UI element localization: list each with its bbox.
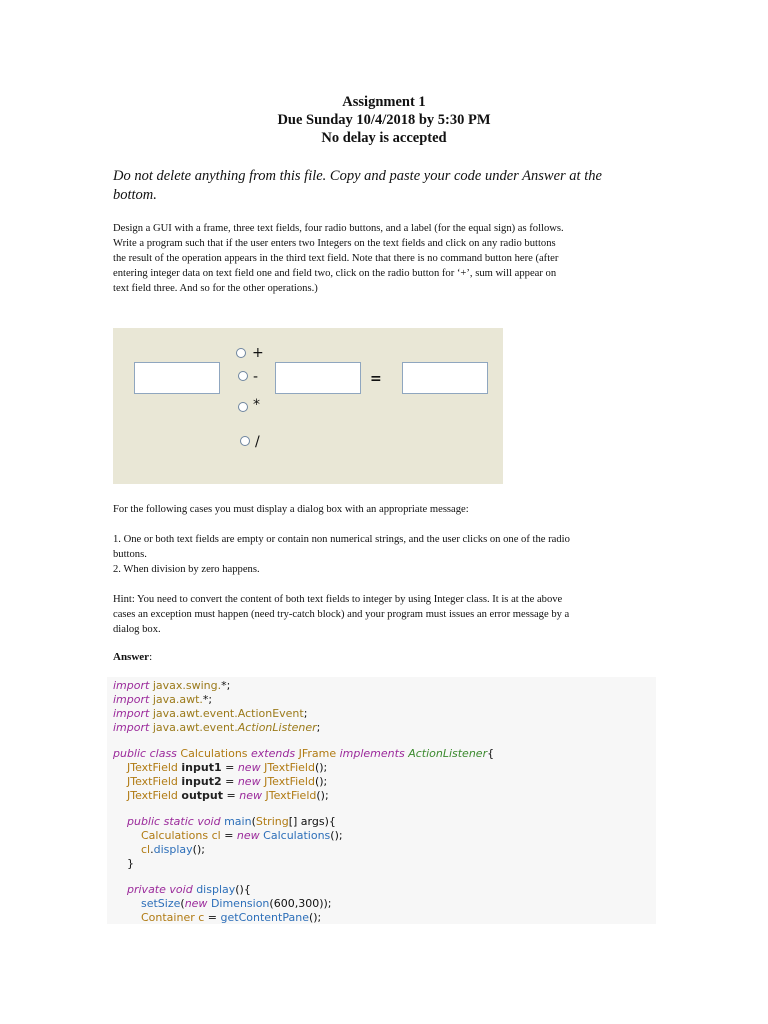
equals-label: =: [370, 371, 382, 387]
code-line: Calculations cl = new Calculations();: [140, 829, 343, 842]
answer-heading: [113, 651, 152, 663]
case-line: 1. One or both text fields are empty or contain non numerical strings, and the user clicks on one of the radio: [113, 534, 570, 545]
cases-intro: [113, 502, 658, 517]
code-line: JTextField input1 = new JTextField();: [127, 761, 328, 774]
intro-instruction: Do not delete anything from this file. Copy and paste your code under Answer at the bottom.: [113, 168, 602, 203]
case-line: 2. When division by zero happens.: [113, 564, 260, 575]
answer-label: Answer: [113, 651, 150, 663]
code-line: }: [127, 857, 134, 870]
hint-paragraph: [113, 592, 658, 637]
hint-line: dialog box.: [113, 624, 161, 635]
answer-colon: :: [149, 651, 153, 663]
gui-mockup-panel: [113, 328, 503, 484]
multiply-radio-label: *: [253, 397, 260, 413]
code-line: import java.awt.*;: [113, 693, 213, 706]
description-line: the result of the operation appears in the third text field. Note that there is no command button here (after: [113, 253, 559, 264]
assignment-title: Assignment 1: [342, 94, 426, 110]
code-line: JTextField input2 = new JTextField();: [127, 775, 328, 788]
description-line: Design a GUI with a frame, three text fields, four radio buttons, and a label (for the equal sign) as follows.: [113, 223, 564, 234]
delay-notice: No delay is accepted: [321, 130, 447, 146]
output-text-field[interactable]: [402, 362, 488, 394]
code-line: JTextField output = new JTextField();: [127, 789, 329, 802]
code-line: public static void main(String[] args){: [127, 815, 336, 828]
code-line: private void display(){: [127, 883, 251, 896]
code-block: [107, 677, 656, 924]
description-line: Write a program such that if the user enters two Integers on the text fields and click on any radio buttons: [113, 238, 556, 249]
code-line: import java.awt.event.ActionEvent;: [113, 707, 308, 720]
multiply-radio-button[interactable]: [238, 402, 248, 412]
input1-text-field[interactable]: [134, 362, 220, 394]
description-line: entering integer data on text field one and field two, click on the radio button for ‘+’, sum will appear on: [113, 268, 557, 279]
minus-radio-label: -: [253, 369, 259, 385]
code-line: public class Calculations extends JFrame implements ActionListener{: [113, 747, 495, 760]
plus-radio-button[interactable]: [236, 348, 246, 358]
description-paragraph: [113, 221, 658, 296]
cases-list: [113, 532, 658, 577]
cases-intro-line: For the following cases you must display a dialog box with an appropriate message:: [113, 504, 469, 515]
due-date: Due Sunday 10/4/2018 by 5:30 PM: [277, 112, 491, 128]
code-line: import java.awt.event.ActionListener;: [113, 721, 321, 734]
divide-radio-button[interactable]: [240, 436, 250, 446]
minus-radio-button[interactable]: [238, 371, 248, 381]
code-line: import javax.swing.*;: [113, 679, 231, 692]
input2-text-field[interactable]: [275, 362, 361, 394]
description-line: text field three. And so for the other operations.): [113, 283, 318, 294]
case-line: buttons.: [113, 549, 147, 560]
hint-line: cases an exception must happen (need try-catch block) and your program must issues an error message by a: [113, 609, 570, 620]
hint-line: Hint: You need to convert the content of both text fields to integer by using Integer class. It is at the above: [113, 594, 563, 605]
divide-radio-label: /: [255, 434, 260, 450]
code-line: Container c = getContentPane();: [140, 911, 322, 924]
code-line: setSize(new Dimension(600,300));: [140, 897, 332, 910]
code-line: cl.display();: [140, 843, 205, 856]
plus-radio-label: +: [252, 345, 264, 361]
